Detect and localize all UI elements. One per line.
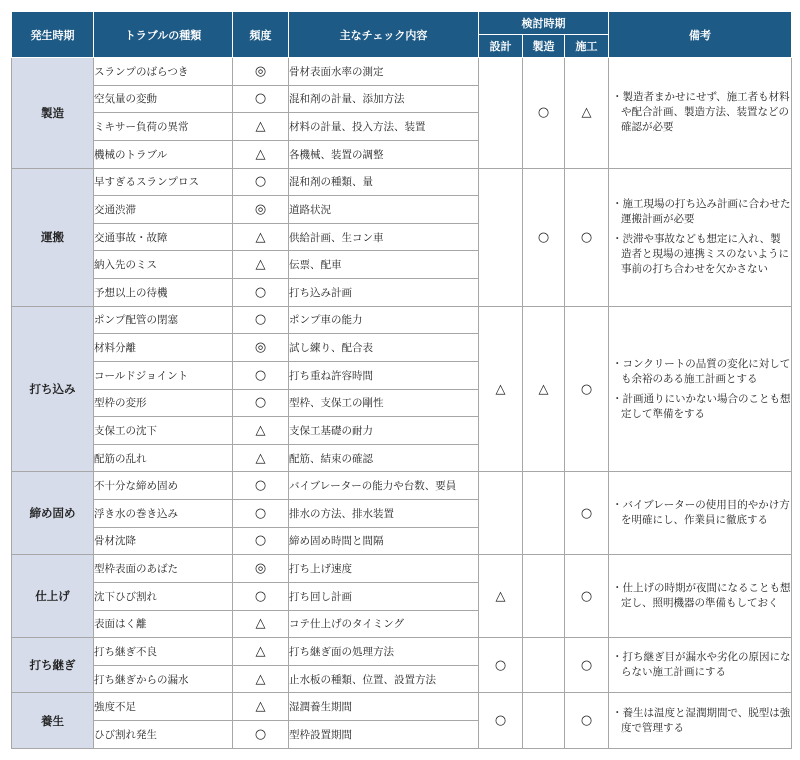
- header-design: 設計: [479, 35, 523, 58]
- manufacture-mark-cell: [523, 555, 565, 638]
- trouble-type-cell: 交通渋滞: [94, 196, 233, 224]
- header-manufacture: 製造: [523, 35, 565, 58]
- frequency-cell: ○: [233, 168, 289, 196]
- note-cell: [609, 638, 792, 693]
- design-mark-cell: [479, 58, 523, 169]
- check-item-cell: 骨材表面水率の測定: [289, 58, 479, 86]
- phase-cell: 仕上げ: [12, 555, 94, 638]
- trouble-type-cell: 配筋の乱れ: [94, 444, 233, 472]
- construction-mark-cell: ○: [565, 555, 609, 638]
- trouble-type-cell: 表面はく離: [94, 610, 233, 638]
- frequency-cell: ○: [233, 527, 289, 555]
- frequency-cell: ○: [233, 472, 289, 500]
- check-item-cell: 打ち重ね許容時間: [289, 361, 479, 389]
- manufacture-mark-cell: [523, 693, 565, 749]
- frequency-cell: △: [233, 638, 289, 666]
- note-cell: [609, 555, 792, 638]
- design-mark-cell: ○: [479, 693, 523, 749]
- trouble-type-cell: 強度不足: [94, 693, 233, 721]
- frequency-cell: △: [233, 113, 289, 141]
- frequency-cell: ○: [233, 721, 289, 749]
- frequency-cell: △: [233, 223, 289, 251]
- header-review: 検討時期: [479, 12, 609, 35]
- table-row: [12, 555, 792, 583]
- note-item: ・ 施工現場の打ち込み計画に合わせた運搬計画が必要: [609, 197, 791, 227]
- header-type: トラブルの種類: [94, 12, 233, 58]
- check-item-cell: 配筋、結束の確認: [289, 444, 479, 472]
- trouble-type-cell: 交通事故・故障: [94, 223, 233, 251]
- check-item-cell: 供給計画、生コン車: [289, 223, 479, 251]
- phase-cell: 運搬: [12, 168, 94, 306]
- phase-cell: 打ち継ぎ: [12, 638, 94, 693]
- note-cell: [609, 58, 792, 169]
- phase-cell: 締め固め: [12, 472, 94, 555]
- trouble-type-cell: 型枠表面のあばた: [94, 555, 233, 583]
- construction-mark-cell: ○: [565, 168, 609, 306]
- check-item-cell: 各機械、装置の調整: [289, 140, 479, 168]
- header-construction: 施工: [565, 35, 609, 58]
- frequency-cell: △: [233, 444, 289, 472]
- manufacture-mark-cell: △: [523, 306, 565, 472]
- note-item: ・ 渋滞や事故なども想定に入れ、製造者と現場の連携ミスのないように事前の打ち合わせを欠かさない: [609, 232, 791, 277]
- header-check: 主なチェック内容: [289, 12, 479, 58]
- frequency-cell: ○: [233, 279, 289, 307]
- trouble-type-cell: 不十分な締め固め: [94, 472, 233, 500]
- check-item-cell: コテ仕上げのタイミング: [289, 610, 479, 638]
- design-mark-cell: [479, 168, 523, 306]
- check-item-cell: 締め固め時間と間隔: [289, 527, 479, 555]
- table-row: [12, 472, 792, 500]
- check-item-cell: 試し練り、配合表: [289, 334, 479, 362]
- check-item-cell: 材料の計量、投入方法、装置: [289, 113, 479, 141]
- note-item: ・ 製造者まかせにせず、施工者も材料や配合計画、製造方法、装置などの確認が必要: [609, 90, 791, 135]
- construction-mark-cell: ○: [565, 306, 609, 472]
- trouble-type-cell: スランプのばらつき: [94, 58, 233, 86]
- check-item-cell: 打ち上げ速度: [289, 555, 479, 583]
- frequency-cell: △: [233, 665, 289, 693]
- check-item-cell: 打ち回し計画: [289, 582, 479, 610]
- construction-mark-cell: ○: [565, 472, 609, 555]
- table-row: [12, 306, 792, 334]
- trouble-type-cell: 浮き水の巻き込み: [94, 500, 233, 528]
- table-row: [12, 638, 792, 666]
- trouble-type-cell: 支保工の沈下: [94, 417, 233, 445]
- manufacture-mark-cell: ○: [523, 58, 565, 169]
- table-row: [12, 58, 792, 86]
- trouble-type-cell: コールドジョイント: [94, 361, 233, 389]
- trouble-type-cell: 納入先のミス: [94, 251, 233, 279]
- check-item-cell: 止水板の種類、位置、設置方法: [289, 665, 479, 693]
- construction-mark-cell: ○: [565, 693, 609, 749]
- trouble-type-cell: 沈下ひび割れ: [94, 582, 233, 610]
- frequency-cell: △: [233, 693, 289, 721]
- note-item: ・ バイブレーターの使用目的やかけ方を明確にし、作業員に徹底する: [609, 498, 791, 528]
- note-cell: [609, 306, 792, 472]
- trouble-type-cell: 材料分離: [94, 334, 233, 362]
- check-item-cell: 混和剤の種類、量: [289, 168, 479, 196]
- note-cell: [609, 472, 792, 555]
- trouble-table: [11, 11, 792, 749]
- note-cell: [609, 693, 792, 749]
- table-row: [12, 168, 792, 196]
- check-item-cell: 支保工基礎の耐力: [289, 417, 479, 445]
- table-body: [12, 58, 792, 749]
- design-mark-cell: ○: [479, 638, 523, 693]
- check-item-cell: 道路状況: [289, 196, 479, 224]
- table-row: [12, 693, 792, 721]
- note-item: ・ コンクリートの品質の変化に対しても余裕のある施工計画とする: [609, 357, 791, 387]
- manufacture-mark-cell: ○: [523, 168, 565, 306]
- trouble-type-cell: ポンプ配管の閉塞: [94, 306, 233, 334]
- check-item-cell: 混和剤の計量、添加方法: [289, 85, 479, 113]
- manufacture-mark-cell: [523, 638, 565, 693]
- frequency-cell: ○: [233, 361, 289, 389]
- check-item-cell: 排水の方法、排水装置: [289, 500, 479, 528]
- check-item-cell: 湿潤養生期間: [289, 693, 479, 721]
- check-item-cell: 型枠、支保工の剛性: [289, 389, 479, 417]
- header-note: 備考: [609, 12, 792, 58]
- design-mark-cell: [479, 472, 523, 555]
- frequency-cell: ○: [233, 85, 289, 113]
- frequency-cell: ◎: [233, 196, 289, 224]
- frequency-cell: ○: [233, 389, 289, 417]
- trouble-type-cell: ミキサー負荷の異常: [94, 113, 233, 141]
- check-item-cell: 伝票、配車: [289, 251, 479, 279]
- frequency-cell: ○: [233, 500, 289, 528]
- frequency-cell: ◎: [233, 555, 289, 583]
- note-item: ・ 計画通りにいかない場合のことも想定して準備をする: [609, 392, 791, 422]
- frequency-cell: ◎: [233, 334, 289, 362]
- design-mark-cell: △: [479, 306, 523, 472]
- check-item-cell: 打ち込み計画: [289, 279, 479, 307]
- trouble-type-cell: 機械のトラブル: [94, 140, 233, 168]
- design-mark-cell: △: [479, 555, 523, 638]
- note-item: ・ 養生は温度と湿潤期間で、脱型は強度で管理する: [609, 706, 791, 736]
- trouble-type-cell: 早すぎるスランプロス: [94, 168, 233, 196]
- trouble-type-cell: 予想以上の待機: [94, 279, 233, 307]
- manufacture-mark-cell: [523, 472, 565, 555]
- phase-cell: 製造: [12, 58, 94, 169]
- frequency-cell: △: [233, 610, 289, 638]
- check-item-cell: 型枠設置期間: [289, 721, 479, 749]
- check-item-cell: 打ち継ぎ面の処理方法: [289, 638, 479, 666]
- check-item-cell: ポンプ車の能力: [289, 306, 479, 334]
- frequency-cell: △: [233, 251, 289, 279]
- frequency-cell: △: [233, 417, 289, 445]
- note-item: ・ 打ち継ぎ目が漏水や劣化の原因にならない施工計画にする: [609, 650, 791, 680]
- construction-mark-cell: △: [565, 58, 609, 169]
- trouble-type-cell: 打ち継ぎ不良: [94, 638, 233, 666]
- frequency-cell: ○: [233, 306, 289, 334]
- trouble-type-cell: 空気量の変動: [94, 85, 233, 113]
- trouble-type-cell: 骨材沈降: [94, 527, 233, 555]
- trouble-type-cell: ひび割れ発生: [94, 721, 233, 749]
- note-cell: [609, 168, 792, 306]
- phase-cell: 養生: [12, 693, 94, 749]
- frequency-cell: ◎: [233, 58, 289, 86]
- trouble-type-cell: 型枠の変形: [94, 389, 233, 417]
- header-freq: 頻度: [233, 12, 289, 58]
- check-item-cell: バイブレーターの能力や台数、要員: [289, 472, 479, 500]
- header-phase: 発生時期: [12, 12, 94, 58]
- note-item: ・ 仕上げの時期が夜間になることも想定し、照明機器の準備もしておく: [609, 581, 791, 611]
- phase-cell: 打ち込み: [12, 306, 94, 472]
- construction-mark-cell: ○: [565, 638, 609, 693]
- frequency-cell: ○: [233, 582, 289, 610]
- frequency-cell: △: [233, 140, 289, 168]
- trouble-type-cell: 打ち継ぎからの漏水: [94, 665, 233, 693]
